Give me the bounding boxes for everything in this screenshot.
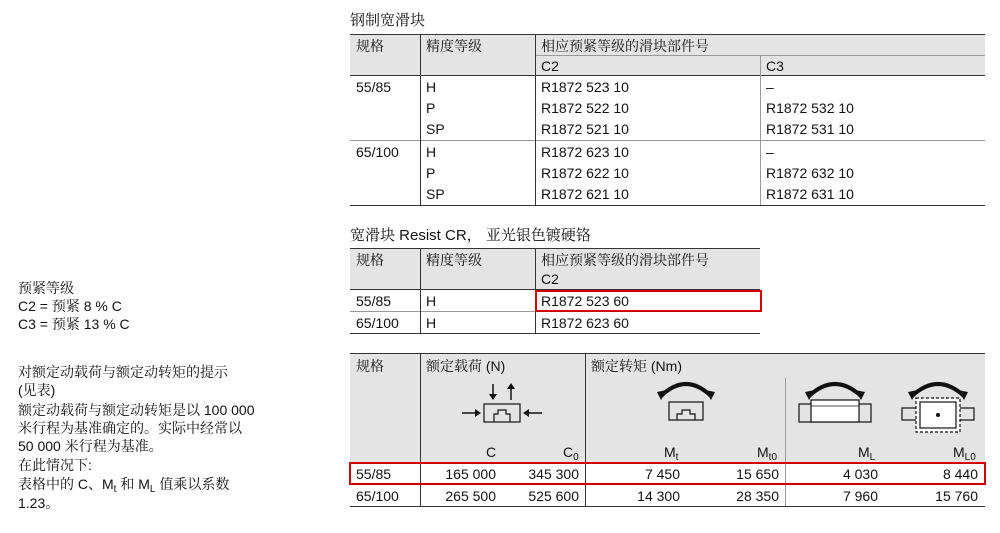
note-line-4: 在此情况下: [18, 457, 92, 473]
cell-ml: 7 960 [842, 488, 878, 504]
note-line-2: 米行程为基准确定的。实际中经常以 [18, 420, 242, 436]
cell-c2: R1872 622 10 [541, 165, 629, 181]
cell-c0: 345 300 [528, 466, 579, 482]
table1-header-part: 相应预紧等级的滑块部件号 [541, 38, 709, 54]
table2-header-size: 规格 [356, 252, 384, 268]
cell-c2: R1872 623 10 [541, 144, 629, 160]
torque-mt-icon [655, 376, 717, 432]
cell-precision: H [426, 144, 437, 160]
col-ml0: $M_{L0}$ [953, 444, 976, 463]
note-line-6: 1.23。 [18, 495, 60, 511]
cell-precision: H [426, 293, 437, 309]
cell-precision: P [426, 100, 436, 116]
col-ml: $M_L$ [858, 444, 876, 463]
cell-c2: R1872 621 10 [541, 186, 629, 202]
cell-ml0: 15 760 [935, 488, 978, 504]
cell-precision: P [426, 165, 436, 181]
col-mt0: $M_{t0}$ [757, 444, 778, 463]
note-see-table: (见表) [18, 382, 56, 398]
cell-c0: 525 600 [528, 488, 579, 504]
table2-header-precision: 精度等级 [426, 252, 482, 268]
cell-ml: 4 030 [842, 466, 878, 482]
cell-c3: R1872 532 10 [766, 100, 854, 116]
cell-size: 55/85 [356, 79, 392, 95]
cell-c2: R1872 523 60 [541, 293, 629, 309]
table1-header-c2: C2 [541, 58, 559, 74]
table3-header-torque: 额定转矩 (Nm) [591, 358, 682, 374]
highlight-box [535, 290, 762, 312]
cell-c3: R1872 531 10 [766, 121, 854, 137]
table1-header-precision: 精度等级 [426, 38, 482, 54]
table2-header-c2: C2 [541, 271, 559, 287]
cell-c: 265 500 [445, 488, 496, 504]
cell-size: 55/85 [356, 466, 392, 482]
table1-header-c3: C3 [766, 58, 784, 74]
load-direction-icon [460, 382, 546, 432]
cell-mt: 7 450 [644, 466, 680, 482]
cell-mt0: 15 650 [736, 466, 779, 482]
cell-c2: R1872 521 10 [541, 121, 629, 137]
table1-title: 钢制宽滑块 [350, 12, 426, 29]
cell-c2: R1872 623 60 [541, 315, 629, 331]
cell-size: 65/100 [356, 488, 399, 504]
col-c0: $C_0$ [563, 444, 579, 463]
cell-c3: – [766, 144, 774, 160]
preload-title: 预紧等级 [18, 280, 74, 296]
cell-precision: H [426, 79, 437, 95]
note-line-1: 额定动载荷与额定动转矩是以 100 000 [18, 402, 255, 418]
highlight-box [349, 462, 986, 485]
cell-size: 65/100 [356, 144, 399, 160]
cell-c2: R1872 523 10 [541, 79, 629, 95]
preload-c2: C2 = 预紧 8 % C [18, 298, 122, 314]
cell-c2: R1872 522 10 [541, 100, 629, 116]
cell-ml0: 8 440 [942, 466, 978, 482]
table3-header-size: 规格 [356, 358, 384, 374]
torque-ml-side-icon [795, 376, 875, 432]
preload-c3: C3 = 预紧 13 % C [18, 316, 130, 332]
col-mt: $M_t$ [664, 444, 679, 463]
cell-c3: – [766, 79, 774, 95]
table2-header-part: 相应预紧等级的滑块部件号 [541, 252, 709, 268]
cell-mt: 14 300 [637, 488, 680, 504]
cell-c: 165 000 [445, 466, 496, 482]
cell-size: 65/100 [356, 315, 399, 331]
note-line-5: 表格中的 C、$M_t$ 和 $M_L$ 值乘以系数 [18, 476, 230, 495]
cell-c3: R1872 631 10 [766, 186, 854, 202]
cell-precision: SP [426, 186, 445, 202]
cell-size: 55/85 [356, 293, 392, 309]
cell-mt0: 28 350 [736, 488, 779, 504]
torque-ml-top-icon [898, 376, 978, 436]
table2-title: 宽滑块 Resist CR， 亚光银色镀硬铬 [350, 227, 591, 244]
col-c: C [486, 444, 497, 460]
note-title: 对额定动载荷与额定动转矩的提示 [18, 364, 228, 380]
cell-precision: SP [426, 121, 445, 137]
note-line-3: 50 000 米行程为基准。 [18, 438, 163, 454]
cell-c3: R1872 632 10 [766, 165, 854, 181]
cell-precision: H [426, 315, 437, 331]
table3-header-load: 额定载荷 (N) [426, 358, 506, 374]
table1-header-size: 规格 [356, 38, 384, 54]
